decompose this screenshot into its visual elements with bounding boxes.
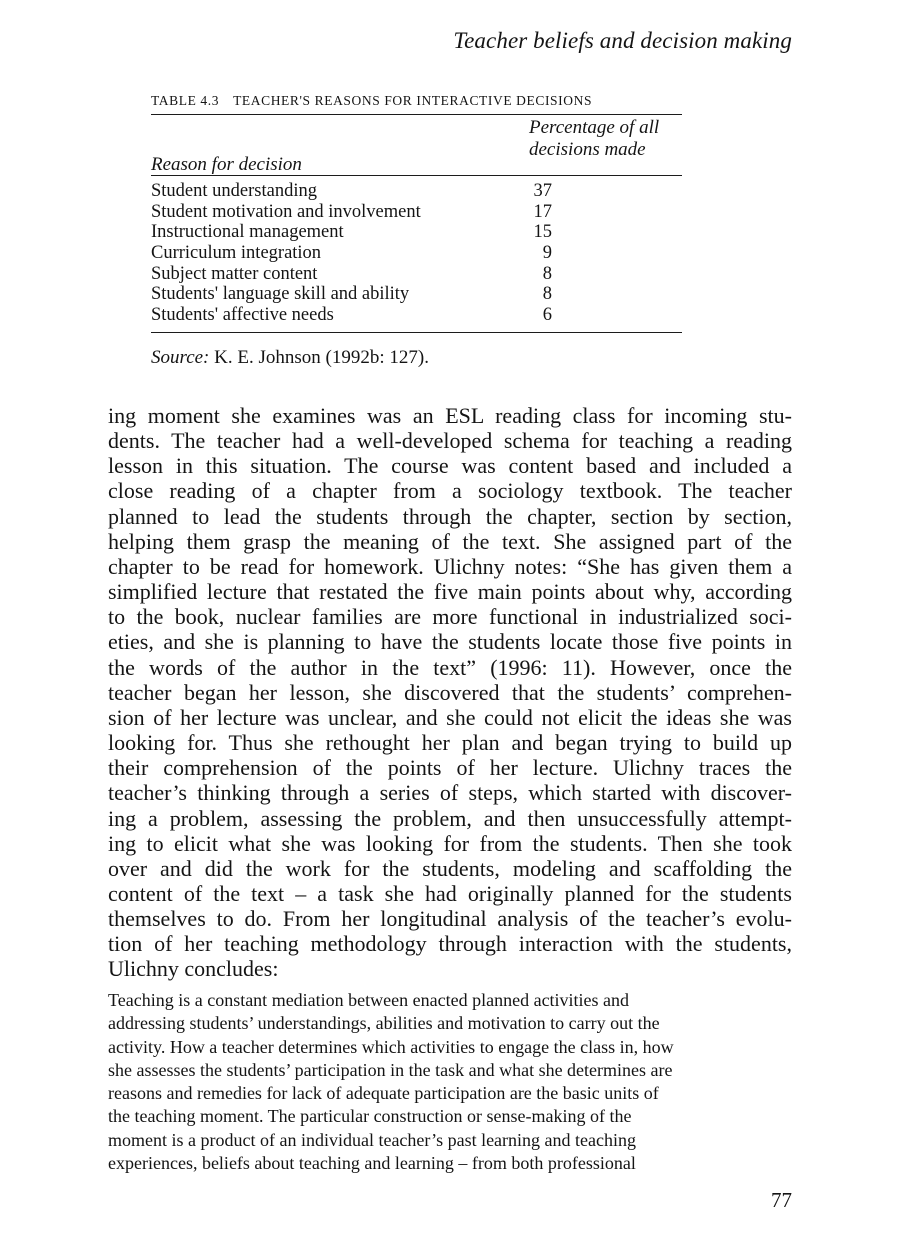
body-line: ing moment she examines was an ESL reading class for incoming stu- — [108, 403, 792, 428]
body-line: themselves to do. From her longitudinal analysis of the teacher’s evolu- — [108, 906, 792, 932]
table-cell-percentage: 8 — [542, 284, 552, 305]
body-line: tion of her teaching methodology through interaction with the students, — [108, 931, 792, 957]
body-line: simplified lecture that restated the five main points about why, according — [108, 579, 792, 605]
table-cell-reason: Students' language skill and ability — [151, 284, 410, 305]
body-line: ing a problem, assessing the problem, and then unsuccessfully attempt- — [108, 805, 792, 831]
column-header-reason: Reason for decision — [151, 154, 302, 175]
body-line: to the book, nuclear families are more functional in industrialized soci- — [108, 604, 792, 630]
column-header-percentage — [529, 117, 659, 161]
quote-line: reasons and remedies for lack of adequate participation are the basic units of — [108, 1083, 659, 1104]
body-line: lesson in this situation. The course was content based and included a — [108, 453, 792, 479]
body-line: planned to lead the students through the chapter, section by section, — [108, 503, 792, 529]
table-row — [151, 284, 682, 305]
table-row — [151, 243, 682, 264]
table-body — [151, 176, 682, 332]
source-citation: K. E. Johnson (1992b: 127). — [209, 346, 429, 368]
quote-line: she assesses the students’ participation in the task and what she determines are — [108, 1059, 673, 1080]
body-line: eties, and she is planning to have the students locate those five points in — [108, 629, 792, 655]
table-cell-percentage: 17 — [533, 201, 552, 222]
body-line: chapter to be read for homework. Ulichny notes: “She has given them a — [108, 553, 792, 579]
body-paragraph — [108, 403, 792, 982]
table-row — [151, 305, 682, 326]
quote-line: moment is a product of an individual teacher’s past learning and teaching — [108, 1129, 637, 1150]
body-line: content of the text – a task she had originally planned for the students — [108, 880, 792, 906]
quote-line: experiences, beliefs about teaching and learning – from both professional — [108, 1153, 636, 1174]
body-line: looking for. Thus she rethought her plan and began trying to build up — [108, 730, 792, 756]
quote-line: the teaching moment. The particular construction or sense-making of the — [108, 1106, 632, 1127]
running-head: Teacher beliefs and decision making — [453, 28, 792, 53]
table-cell-reason: Students' affective needs — [151, 305, 334, 326]
table-cell-percentage: 8 — [542, 263, 552, 284]
table-title: TEACHER'S REASONS FOR INTERACTIVE DECISIONS — [233, 93, 593, 108]
table-caption — [151, 92, 682, 114]
table-source — [151, 347, 682, 369]
data-table — [151, 92, 682, 369]
source-label: Source: — [151, 346, 210, 368]
quote-line: activity. How a teacher determines which activities to engage the class in, how — [108, 1036, 674, 1057]
body-line: their comprehension of the points of her lecture. Ulichny traces the — [108, 755, 792, 781]
body-line: ing to elicit what she was looking for from the students. Then she took — [108, 830, 792, 856]
column-header-percentage-line1: Percentage of all — [529, 117, 660, 138]
table-bottom-rule — [151, 332, 682, 333]
body-line: close reading of a chapter from a sociology textbook. The teacher — [108, 478, 792, 504]
body-line: teacher’s thinking through a series of steps, which started with discover- — [108, 780, 792, 806]
table-cell-reason: Student understanding — [151, 181, 317, 201]
table-cell-reason: Instructional management — [151, 222, 344, 243]
body-line: over and did the work for the students, modeling and scaffolding the — [108, 855, 792, 881]
table-number: TABLE 4.3 — [151, 93, 220, 108]
body-line: helping them grasp the meaning of the text. She assigned part of the — [108, 528, 792, 554]
body-line: the words of the author in the text” (1996: 11). However, once the — [108, 654, 792, 680]
table-row — [151, 202, 682, 223]
table-row — [151, 222, 682, 243]
page-number: 77 — [771, 1188, 792, 1212]
table-cell-reason: Student motivation and involvement — [151, 201, 421, 222]
table-row — [151, 264, 682, 285]
body-line: sion of her lecture was unclear, and she could not elicit the ideas she was — [108, 704, 792, 730]
body-line: Ulichny concludes: — [108, 956, 279, 982]
body-line: teacher began her lesson, she discovered that the students’ comprehen- — [108, 679, 792, 705]
table-cell-percentage: 6 — [542, 305, 552, 326]
body-line: dents. The teacher had a well-developed schema for teaching a reading — [108, 428, 792, 454]
table-cell-reason: Subject matter content — [151, 263, 318, 284]
quote-line: addressing students’ understandings, abilities and motivation to carry out the — [108, 1013, 660, 1034]
table-header — [151, 115, 682, 175]
quote-line: Teaching is a constant mediation between enacted planned activities and — [108, 990, 630, 1010]
table-cell-percentage: 9 — [542, 243, 552, 264]
block-quote — [108, 989, 792, 1175]
column-header-percentage-line2: decisions made — [529, 139, 646, 160]
table-cell-percentage: 37 — [533, 181, 552, 201]
table-cell-reason: Curriculum integration — [151, 243, 322, 264]
table-cell-percentage: 15 — [533, 222, 552, 243]
table-row — [151, 181, 682, 202]
